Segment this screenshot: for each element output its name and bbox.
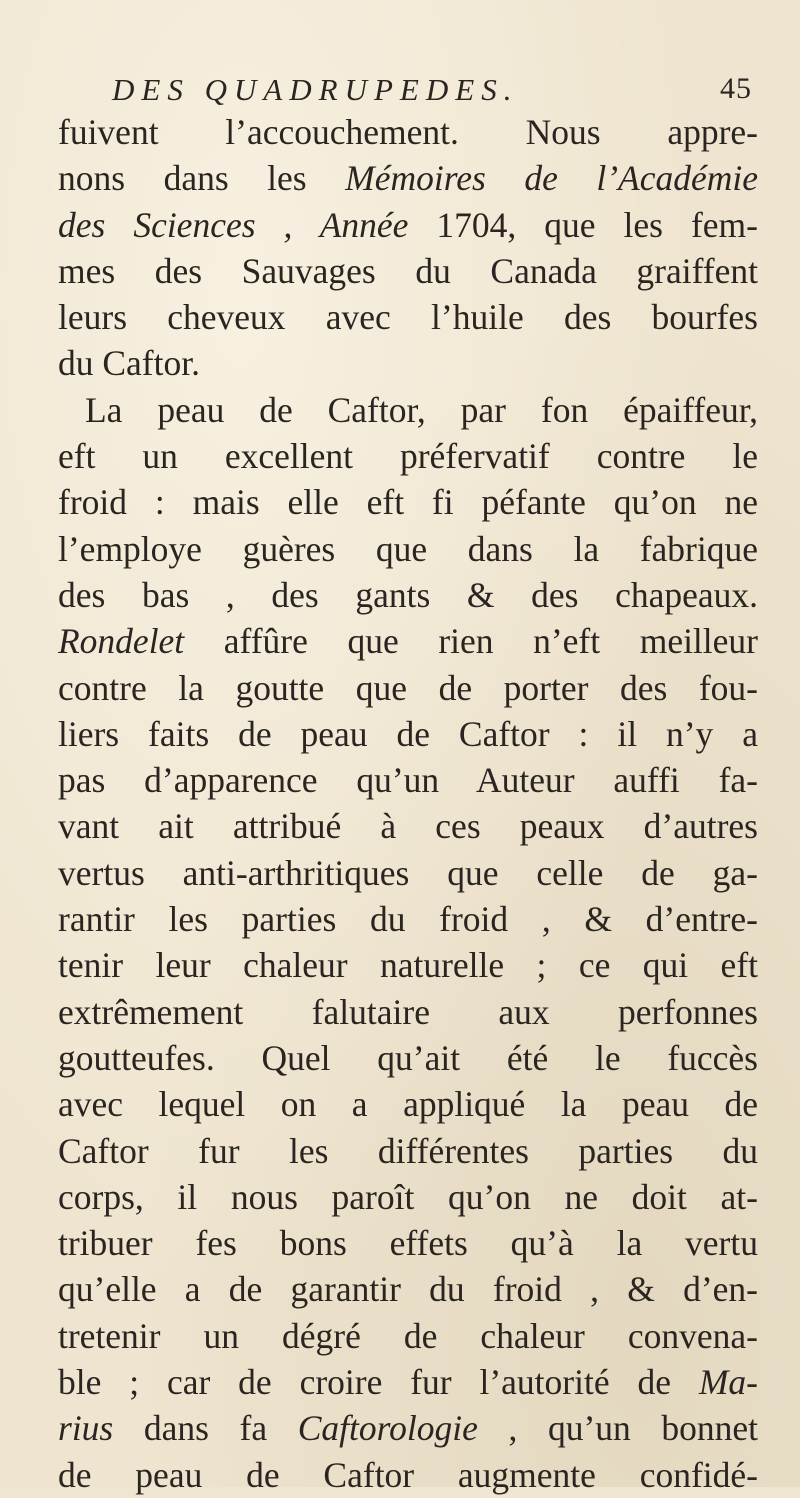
text-segment: eft un excellent préfervatif contre le [58,436,758,477]
text-segment: des bas , des gants & des chapeaux. [58,574,758,615]
page-number: 45 [720,72,752,105]
text-segment: vant ait attribué à ces peaux d’autres [58,806,758,847]
body-text [58,109,758,1498]
text-line [58,572,758,618]
text-line [58,1452,758,1498]
text-segment: extrêmement falutaire aux perfonnes [58,991,758,1032]
text-segment: pas d’apparence qu’un Auteur auffi fa- [58,760,758,801]
text-segment: contre la goutte que de porter des fou- [58,667,758,708]
text-segment: l’employe guères que dans la fabrique [58,528,758,569]
text-segment: , qu’un bonnet [477,1408,758,1449]
text-segment: 1704, que les fem- [408,204,758,245]
text-line [58,155,758,201]
text-line [58,1405,758,1451]
text-segment: leurs cheveux avec l’huile des bourfes [58,297,758,338]
text-segment: nons dans les [58,158,346,199]
text-segment: froid : mais elle eft fi péfante qu’on ne [58,482,758,523]
text-segment: liers faits de peau de Caftor : il n’y a [58,713,758,754]
text-line [58,803,758,849]
text-segment: affûre que rien n’eft meilleur [184,621,758,662]
text-line [58,942,758,988]
text-line [58,757,758,803]
text-line [58,433,758,479]
text-segment: ble ; car de croire fur l’autorité de [58,1362,699,1403]
text-line [58,340,758,386]
text-line [58,711,758,757]
text-line [58,202,758,248]
text-line [58,1081,758,1127]
text-line [58,294,758,340]
text-segment: vertus anti-arthritiques que celle de ga- [58,852,758,893]
italic-text: Mémoires de l’Académie [345,158,759,199]
text-segment: tribuer fes bons effets qu’à la vertu [58,1223,758,1264]
text-line [58,1313,758,1359]
running-header [112,72,752,112]
running-title: DES QUADRUPEDES. [112,72,519,107]
text-segment: mes des Sauvages du Canada graiffent [58,250,758,291]
text-line [58,526,758,572]
text-line [58,618,758,664]
text-line [58,1220,758,1266]
italic-text: Caftorologie [297,1408,478,1449]
text-segment: avec lequel on a appliqué la peau de [58,1084,758,1125]
text-segment: fuivent l’accouchement. Nous appre- [58,112,758,152]
text-line [58,479,758,525]
text-line [58,896,758,942]
text-line [58,248,758,294]
italic-text: Ma- [698,1362,758,1403]
text-segment: qu’elle a de garantir du froid , & d’en- [58,1269,758,1310]
text-segment: corps, il nous paroît qu’on ne doit at- [58,1176,758,1217]
text-segment: La peau de Caftor, par fon épaiffeur, [85,389,758,430]
text-segment: tenir leur chaleur naturelle ; ce qui eft [58,945,758,986]
text-line [58,665,758,711]
italic-text: rius [58,1408,114,1449]
text-line [58,989,758,1035]
italic-text: Rondelet [58,621,185,662]
text-line [58,1174,758,1220]
text-segment: de peau de Caftor augmente confidé- [58,1454,758,1495]
text-line [58,109,758,155]
text-segment: Caftor fur les différentes parties du [58,1130,758,1171]
text-segment: goutteufes. Quel qu’ait été le fuccès [58,1037,758,1078]
text-segment: tretenir un dégré de chaleur convena- [58,1315,758,1356]
text-segment: rantir les parties du froid , & d’entre- [58,899,758,940]
text-line [58,387,758,433]
italic-text: des Sciences , Année [58,204,409,245]
text-line [58,1035,758,1081]
text-line [58,850,758,896]
text-segment: du Caftor. [58,343,200,384]
text-line [58,1266,758,1312]
text-segment: dans fa [113,1408,298,1449]
text-line [58,1359,758,1405]
text-line [58,1128,758,1174]
